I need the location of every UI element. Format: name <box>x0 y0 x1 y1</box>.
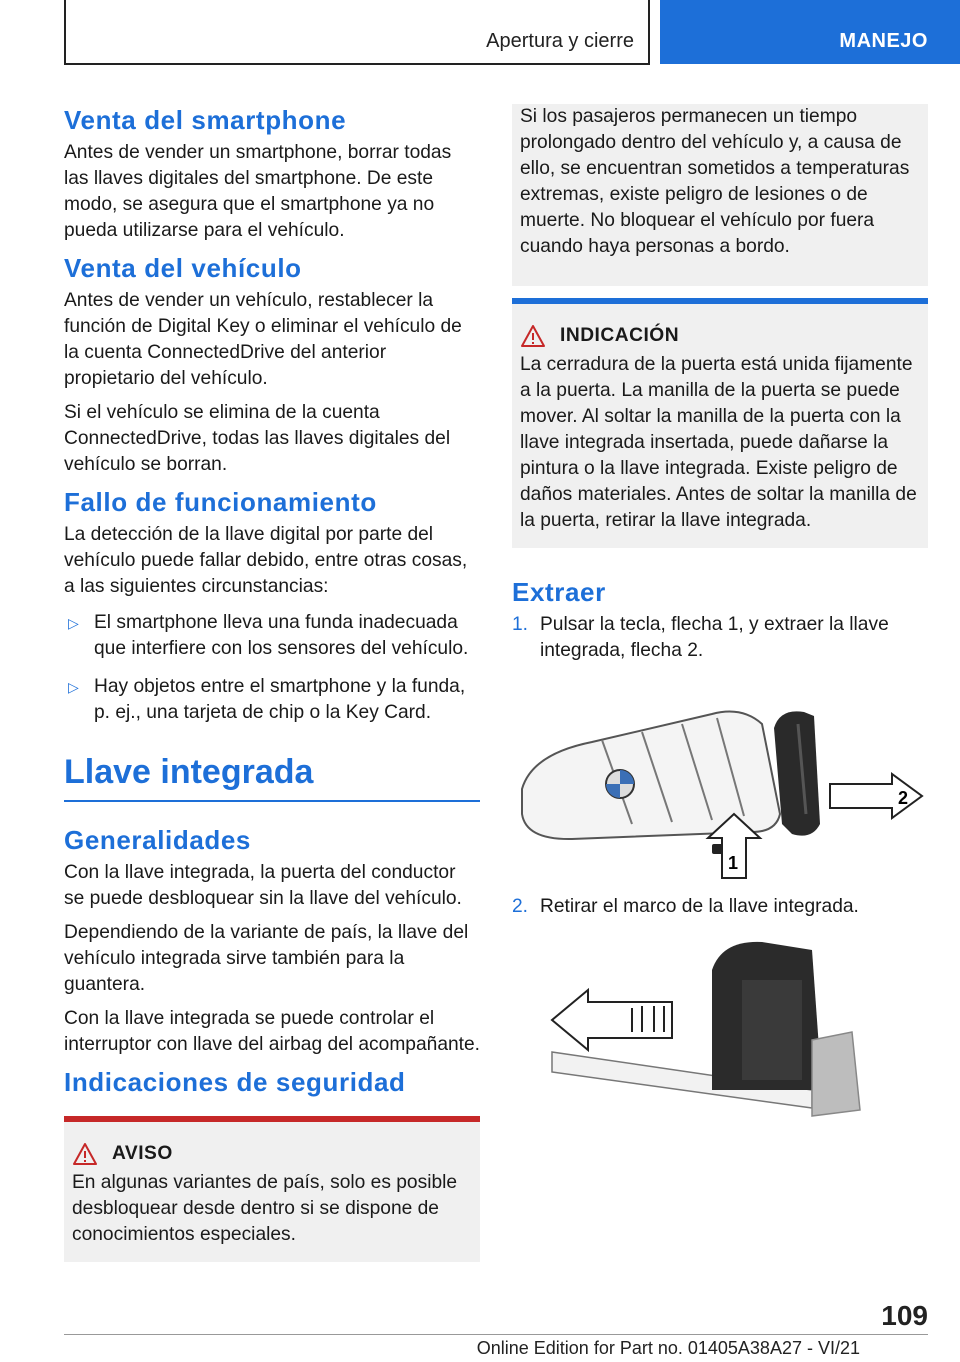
page-number: 109 <box>881 1300 928 1331</box>
vehiculo-paragraph-2: Si el vehículo se elimina de la cuenta ConnectedDrive, todas las llaves digitales del vehículo se borran. <box>64 402 451 475</box>
heading-generalidades: Generalidades <box>64 825 251 855</box>
aviso-header <box>72 1142 472 1166</box>
triangle-bullet-icon: ▷ <box>68 615 79 631</box>
aviso-label: AVISO <box>112 1143 173 1164</box>
list-item: 2. Retirar el marco de la llave integrada. <box>512 896 859 917</box>
notice-triangle-icon <box>520 324 546 348</box>
vehiculo-paragraph-1: Antes de vender un vehículo, restablecer la función de Digital Key o eliminar el vehículo de la cuenta ConnectedDrive del anterior propietario del vehículo. <box>64 290 462 389</box>
arrow-2-label: 2 <box>898 788 909 808</box>
aviso-text: En algunas variantes de país, solo es posible desbloquear desde dentro si se dispone de conocimientos especiales. <box>72 1172 458 1245</box>
heading-seguridad: Indicaciones de seguridad <box>64 1067 406 1097</box>
aviso-continued-text: Si los pasajeros permanecen un tiempo prolongado dentro del vehículo y, a causa de ello, se encuentran sometidos a temperaturas extremas, existe peligro de lesiones o de muerte. No bloquear el vehículo por fuera cuando haya personas a bordo. <box>520 106 910 257</box>
fallo-paragraph: La detección de la llave digital por parte del vehículo puede fallar debido, entre otras cosas, a las siguientes circunstancias: <box>64 524 468 597</box>
list-item: 1. Pulsar la tecla, flecha 1, y extraer la llave integrada, flecha 2. <box>512 614 889 661</box>
extraer-steps <box>512 612 928 664</box>
chapter-heading-llave-integrada: Llave integrada <box>64 753 314 791</box>
indicacion-text: La cerradura de la puerta está unida fijamente a la puerta. La manilla de la puerta se puede mover. Al soltar la manilla de la puerta con la llave integrada insertada, puede dañarse la pintura o la llave integrada. Existe peligro de daños materiales. Antes de soltar la manilla de la puerta, retirar la llave integrada. <box>520 354 917 531</box>
footer-edition: Online Edition for Part no. 01405A38A27 - VI/21 <box>476 1338 860 1358</box>
smartphone-paragraph: Antes de vender un smartphone, borrar todas las llaves digitales del smartphone. De este modo, se asegura que el smartphone ya no pueda utilizarse para el vehículo. <box>64 142 452 241</box>
triangle-bullet-icon: ▷ <box>68 679 79 695</box>
indicacion-box <box>512 304 928 548</box>
extraer-steps-2 <box>512 894 928 920</box>
chapter-tab-label[interactable]: MANEJO <box>839 30 928 52</box>
chapter-rule <box>64 800 480 802</box>
header-section-title: Apertura y cierre <box>486 30 634 52</box>
indicacion-header <box>520 324 920 348</box>
aviso-box <box>64 1122 480 1262</box>
right-column <box>512 104 928 1150</box>
list-item: ▷ El smartphone lleva una funda inadecuada que interfiere con los sensores del vehículo. <box>68 612 469 659</box>
footer-rule <box>64 1334 928 1335</box>
integrated-key-figure <box>512 940 928 1150</box>
generalidades-paragraph-2: Dependiendo de la variante de país, la llave del vehículo integrada sirve también para la guantera. <box>64 922 469 995</box>
aviso-continued-box <box>512 104 928 286</box>
header-bottom-rule <box>64 63 650 65</box>
left-column <box>64 104 480 1262</box>
header-divider <box>648 0 650 64</box>
indicacion-label: INDICACIÓN <box>560 325 680 346</box>
heading-venta-vehiculo: Venta del vehículo <box>64 253 302 283</box>
generalidades-paragraph-1: Con la llave integrada, la puerta del conductor se puede desbloquear sin la llave del vehículo. <box>64 862 462 909</box>
heading-fallo: Fallo de funcionamiento <box>64 487 377 517</box>
generalidades-paragraph-3: Con la llave integrada se puede controlar el interruptor con llave del airbag del acompañante. <box>64 1008 480 1055</box>
arrow-1-label: 1 <box>728 853 739 873</box>
fallo-bullet-list <box>64 610 480 726</box>
heading-venta-smartphone: Venta del smartphone <box>64 105 347 135</box>
warning-triangle-icon <box>72 1142 98 1166</box>
key-fob-extraction-figure <box>512 664 928 884</box>
heading-extraer: Extraer <box>512 577 606 607</box>
list-item: ▷ Hay objetos entre el smartphone y la funda, p. ej., una tarjeta de chip o la Key Card. <box>68 676 466 723</box>
